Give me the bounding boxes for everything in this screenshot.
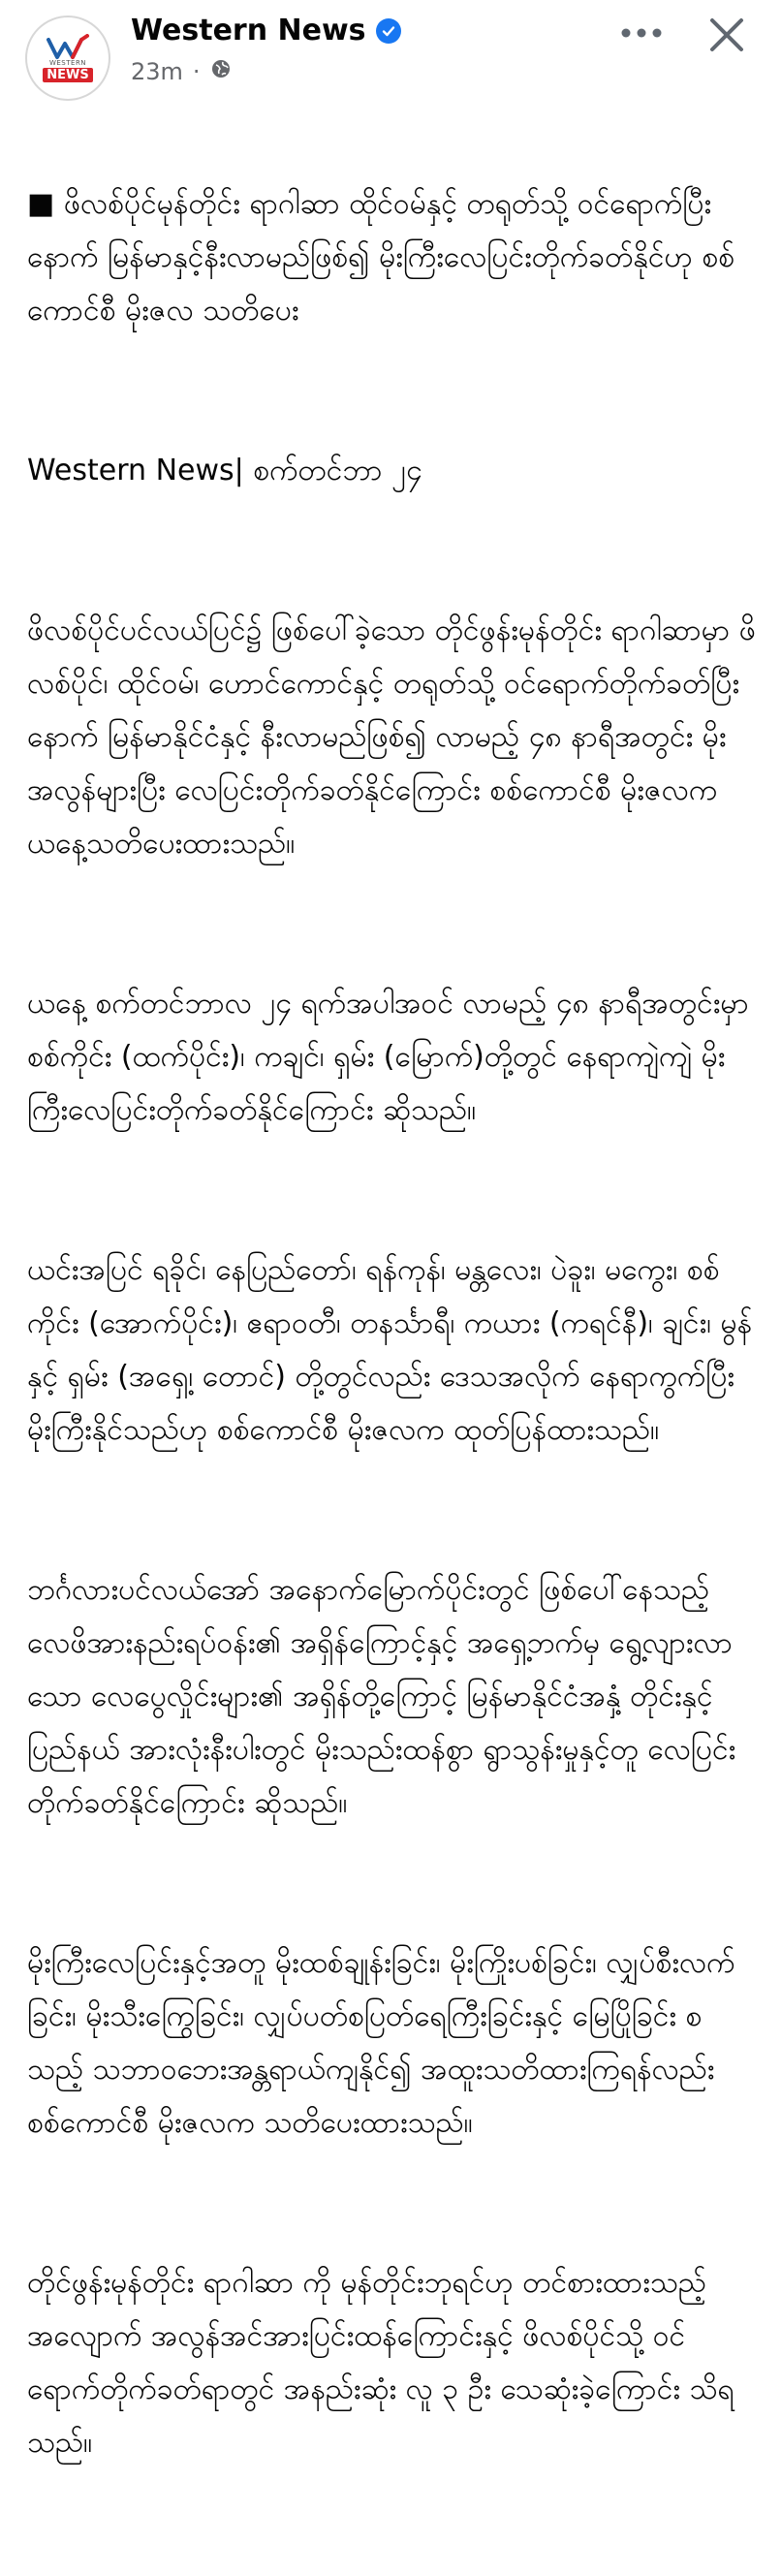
post-paragraph: ဘင်္ဂလားပင်လယ်အော် အနောက်မြောက်ပိုင်းတွင် ဖြစ်ပေါ်နေသည့် လေဖိအားနည်းရပ်ဝန်း၏ အရှိန်ကြောင့်နှင့် အရှေ့ဘက်မှ ရွေ့လျားလာသော လေပွေလှိုင်းများ၏ အရှိန်တို့ကြောင့် မြန်မာနိုင်ငံအနှံ့ တိုင်းနှင့်ပြည်နယ် အားလုံးနီးပါးတွင် မိုးသည်းထန်စွာ ရွာသွန်းမှုနှင့်တူ လေပြင်းတိုက်ခတ်နိုင်ကြောင်း ဆိုသည်။ [27, 1573, 736, 1820]
post-time[interactable]: 23m [131, 58, 183, 85]
post-header [0, 0, 781, 116]
post-paragraph: ယနေ့ စက်တင်ဘာလ ၂၄ ရက်အပါအဝင် လာမည့် ၄၈ နာရီအတွင်းမှာ စစ်ကိုင်း (ထက်ပိုင်း)၊ ကချင်၊ ရှမ်း (မြောက်)တို့တွင် နေရာကျဲကျဲ မိုးကြီးလေပြင်းတိုက်ခတ်နိုင်ကြောင်း ဆိုသည်။ [27, 987, 749, 1127]
verified-badge-icon [376, 18, 401, 44]
avatar-text-top: WESTERN [48, 59, 87, 67]
more-options-icon[interactable] [612, 12, 671, 54]
post-paragraph: မိုးကြီးလေပြင်းနှင့်အတူ မိုးထစ်ချုန်းခြင်း၊ မိုးကြိုးပစ်ခြင်း၊ လျှပ်စီးလက်ခြင်း၊ မိုးသီးကြွေခြင်း၊ လျှပ်ပတ်စပြတ်ရေကြီးခြင်းနှင့် မြေပြိုခြင်း စသည့် သဘာဝဘေးအန္တရာယ်ကျနိုင်၍ အထူးသတိထားကြရန်လည်း စစ်ကောင်စီ မိုးဇလက သတိပေးထားသည်။ [27, 1946, 735, 2140]
close-icon[interactable] [700, 8, 754, 62]
post-paragraph: ယင်းအပြင် ရခိုင်၊ နေပြည်တော်၊ ရန်ကုန်၊ မန္တလေး၊ ပဲခူး၊ မကွေး၊ စစ်ကိုင်း (အောက်ပိုင်း)၊ ဧရာဝတီ၊ တနင်္သာရီ၊ ကယား (ကရင်နီ)၊ ချင်း၊ မွန်နှင့် ရှမ်း (အရှေ့၊ တောင်) တို့တွင်လည်း ဒေသအလိုက် နေရာကွက်ပြီး မိုးကြီးနိုင်သည်ဟု စစ်ကောင်စီ မိုးဇလက ထုတ်ပြန်ထားသည်။ [27, 1253, 753, 1447]
globe-icon [210, 58, 232, 85]
post-body [27, 124, 756, 2576]
post-paragraph: တိုင်ဖွန်းမုန်တိုင်း ရာဂါဆာ ကို မုန်တိုင်းဘုရင်ဟု တင်စားထားသည့်အလျောက် အလွန်အင်အားပြင်းထန်ကြောင်းနှင့် ဖိလစ်ပိုင်သို့ ဝင်ရောက်တိုက်ခတ်ရာတွင် အနည်းဆုံး လူ ၃ ဦး သေဆုံးခဲ့ကြောင်း သိရသည်။ [27, 2266, 734, 2460]
post-paragraph: ဖိလစ်ပိုင်ပင်လယ်ပြင်၌ ဖြစ်ပေါ်ခဲ့သော တိုင်ဖွန်းမုန်တိုင်း ရာဂါဆာမှာ ဖိလစ်ပိုင်၊ ထိုင်ဝမ်၊ ဟောင်ကောင်နှင့် တရုတ်သို့ ဝင်ရောက်တိုက်ခတ်ပြီးနောက် မြန်မာနိုင်ငံနှင့် နီးလာမည်ဖြစ်၍ လာမည့် ၄၈ နာရီအတွင်း မိုးအလွန်များပြီး လေပြင်းတိုက်ခတ်နိုင်ကြောင်း စစ်ကောင်စီ မိုးဇလက ယနေ့သတိပေးထားသည်။ [27, 613, 756, 861]
page-name[interactable]: Western News [131, 14, 366, 47]
post-meta [131, 58, 232, 85]
avatar-text-bottom: NEWS [43, 68, 92, 82]
western-news-logo-icon [46, 34, 90, 61]
post-headline: ■ ဖိလစ်ပိုင်မုန်တိုင်း ရာဂါဆာ ထိုင်ဝမ်နှင့် တရုတ်သို့ ဝင်ရောက်ပြီးနောက် မြန်မာနှင့်နီးလာမည်ဖြစ်၍ မိုးကြီးလေပြင်းတိုက်ခတ်နိုင်ဟု စစ်ကောင်စီ မိုးဇလ သတိပေး [27, 177, 756, 337]
meta-separator: · [192, 58, 201, 85]
page-avatar[interactable] [25, 16, 110, 101]
page-name-row [131, 14, 401, 47]
post-dateline: Western News| စက်တင်ဘာ ၂၄ [27, 454, 422, 487]
